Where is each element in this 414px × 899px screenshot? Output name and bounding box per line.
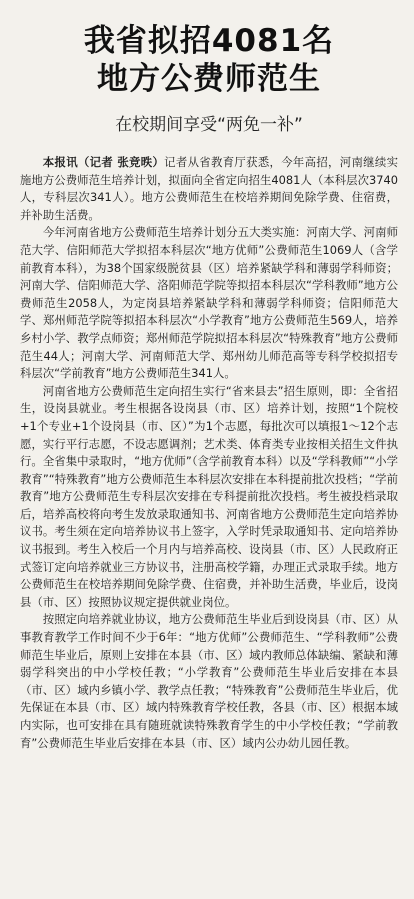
paragraph-3: 河南省地方公费师范生定向招生实行“省来县去”招生原则，即：全省招生，设岗县就业。考生根据各设岗县（市、区）培养计划，按照“1个院校+1个专业+1个设岗县（市、区）”为1个志愿，每批次可以填报1～12个志愿，实行平行志愿，不设志愿调剂；艺术类、体育类专业按相关招生文件执行。全省集中录取时，“地方优师”（含学前教育本科）以及“学科教师”“小学教育”“特殊教育”地方公费师范生本科层次安排在本科提前批次投档；“学前教育”地方公费师范生专科层次安排在专科提前批次投档。考生被投档录取后，培养高校将向考生发放录取通知书、河南省地方公费师范生定向培养协议书。考生须在定向培养协议书上签字，入学时凭录取通知书、定向培养协议书报到。考生入校后一个月内与培养高校、设岗县（市、区）人民政府正式签订定向培养就业三方协议书，注册高校学籍，办理正式录取手续。地方公费师范生在校培养期间免除学费、住宿费，并补助生活费，毕业后，设岗县（市、区）按照协议规定提供就业岗位。 bbox=[20, 383, 398, 609]
paragraph-2: 今年河南省地方公费师范生培养计划分五大类实施：河南大学、河南师范大学、信阳师范大学拟招本科层次“地方优师”公费师范生1069人（含学前教育本科），为38个国家级脱贫县（区）培养紧缺学科和薄弱学科师资；河南大学、信阳师范大学、洛阳师范学院等拟招本科层次“学科教师”地方公费师范生2058人，为定岗县培养紧缺学科和薄弱学科师资；信阳师范大学、郑州师范学院等拟招本科层次“小学教育”地方公费师范生569人，培养乡村小学、教学点师资；郑州师范学院拟招本科层次“特殊教育”地方公费师范生44人；河南大学、河南师范大学、郑州幼儿师范高等专科学校拟招专科层次“学前教育”地方公费师范生341人。 bbox=[20, 225, 398, 381]
headline bbox=[20, 22, 398, 98]
headline-line-2: 地方公费师范生 bbox=[97, 61, 321, 97]
paragraph-1-text: 记者从省教育厅获悉，今年高招，河南继续实施地方公费师范生培养计划，拟面向全省定向招生4081人（本科层次3740人，专科层次341人）。地方公费师范生在校培养期间免除学费、住宿费，并补助生活费。 bbox=[20, 155, 398, 222]
subheadline: 在校期间享受“两免一补” bbox=[115, 115, 303, 135]
paragraph-1 bbox=[20, 154, 398, 224]
byline: 本报讯（记者 张竞昳） bbox=[42, 155, 165, 169]
paragraph-4: 按照定向培养就业协议，地方公费师范生毕业后到设岗县（市、区）从事教育教学工作时间不少于6年：“地方优师”公费师范生、“学科教师”公费师范生毕业后，原则上安排在本县（市、区）域内教师总体缺编、紧缺和薄弱学科突出的中小学校任教；“小学教育”公费师范生毕业后安排在本县（市、区）域内乡镇小学、教学点任教；“特殊教育”公费师范生毕业后，优先保证在本县（市、区）域内特殊教育学校任教，各县（市、区）根据本域内实际，也可安排在具有随班就读特殊教育学生的中小学校任教；“学前教育”公费师范生毕业后安排在本县（市、区）域内公办幼儿园任教。 bbox=[20, 612, 398, 750]
article-body bbox=[20, 154, 398, 752]
headline-line-1: 我省拟招4081名 bbox=[83, 23, 335, 59]
